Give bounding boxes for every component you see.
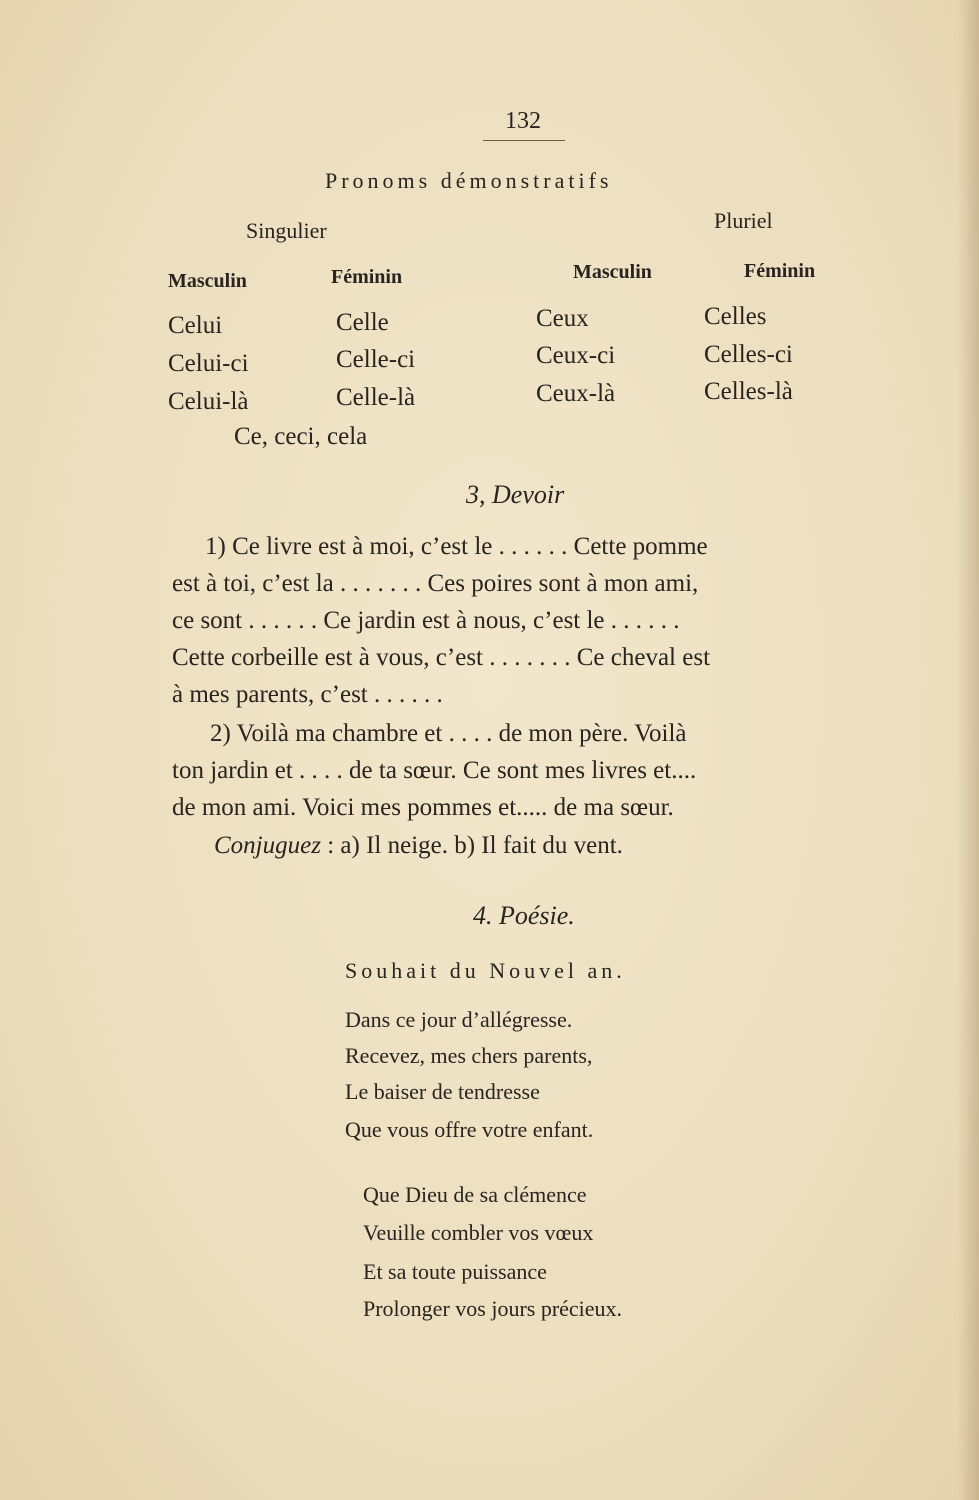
page-number-rule	[483, 140, 565, 141]
devoir-line: ton jardin et . . . . de ta sœur. Ce sont mes livres et....	[172, 757, 697, 784]
pronoun-cell: Celui-là	[168, 388, 249, 415]
poem-line: Le baiser de tendresse	[345, 1079, 540, 1104]
plural-label: Pluriel	[714, 208, 773, 233]
devoir-line: 1) Ce livre est à moi, c’est le . . . . . . Cette pomme	[205, 533, 708, 560]
sub-header-fem-sing: Féminin	[331, 266, 403, 288]
pronoun-cell: Ceux-là	[536, 380, 616, 407]
pronoun-cell: Celle-ci	[336, 346, 416, 373]
page-number: 132	[505, 108, 541, 134]
poesie-heading: 4. Poésie.	[473, 901, 575, 930]
neuter-pronouns: Ce, ceci, cela	[234, 423, 368, 450]
poem-line: Que Dieu de sa clémence	[363, 1182, 587, 1207]
devoir-line: à mes parents, c’est . . . . . .	[172, 681, 443, 708]
conjugate-label: Conjuguez	[214, 832, 321, 859]
devoir-heading: 3, Devoir	[466, 480, 565, 509]
pronouns-heading: Pronoms démonstratifs	[325, 168, 613, 193]
devoir-line: est à toi, c’est la . . . . . . . Ces poires sont à mon ami,	[172, 570, 699, 597]
pronoun-cell: Celle-là	[336, 384, 416, 411]
poem-line: Que vous offre votre enfant.	[345, 1117, 594, 1142]
devoir-line: de mon ami. Voici mes pommes et..... de ma sœur.	[172, 794, 674, 821]
devoir-line: 2) Voilà ma chambre et . . . . de mon père. Voilà	[210, 720, 687, 747]
poem-title: Souhait du Nouvel an.	[345, 958, 626, 983]
sub-header-masc-sing: Masculin	[168, 270, 247, 292]
pronoun-cell: Celui-ci	[168, 350, 249, 377]
poem-line: Veuille combler vos vœux	[363, 1220, 594, 1245]
pronoun-cell: Celles	[704, 303, 767, 330]
conjugate-line	[214, 832, 623, 860]
sub-header-masc-plur: Masculin	[573, 261, 652, 283]
page-edge-shadow	[957, 0, 979, 1500]
poem-line: Et sa toute puissance	[363, 1259, 547, 1284]
singular-label: Singulier	[246, 218, 327, 243]
devoir-line: Cette corbeille est à vous, c’est . . . . . . . Ce cheval est	[172, 644, 711, 671]
pronoun-cell: Celles-ci	[704, 341, 793, 368]
conjugate-text: : a) Il neige. b) Il fait du vent.	[327, 832, 623, 859]
pronoun-cell: Celles-là	[704, 378, 793, 405]
pronoun-cell: Ceux-ci	[536, 342, 616, 369]
poem-line: Prolonger vos jours précieux.	[363, 1296, 623, 1321]
sub-header-fem-plur: Féminin	[744, 260, 816, 282]
poem-line: Recevez, mes chers parents,	[345, 1043, 593, 1068]
devoir-line: ce sont . . . . . . Ce jardin est à nous, c’est le . . . . . .	[172, 607, 680, 634]
pronoun-cell: Ceux	[536, 305, 589, 332]
poem-line: Dans ce jour d’allégresse.	[345, 1007, 573, 1032]
pronoun-cell: Celle	[336, 309, 389, 336]
pronoun-cell: Celui	[168, 312, 223, 339]
